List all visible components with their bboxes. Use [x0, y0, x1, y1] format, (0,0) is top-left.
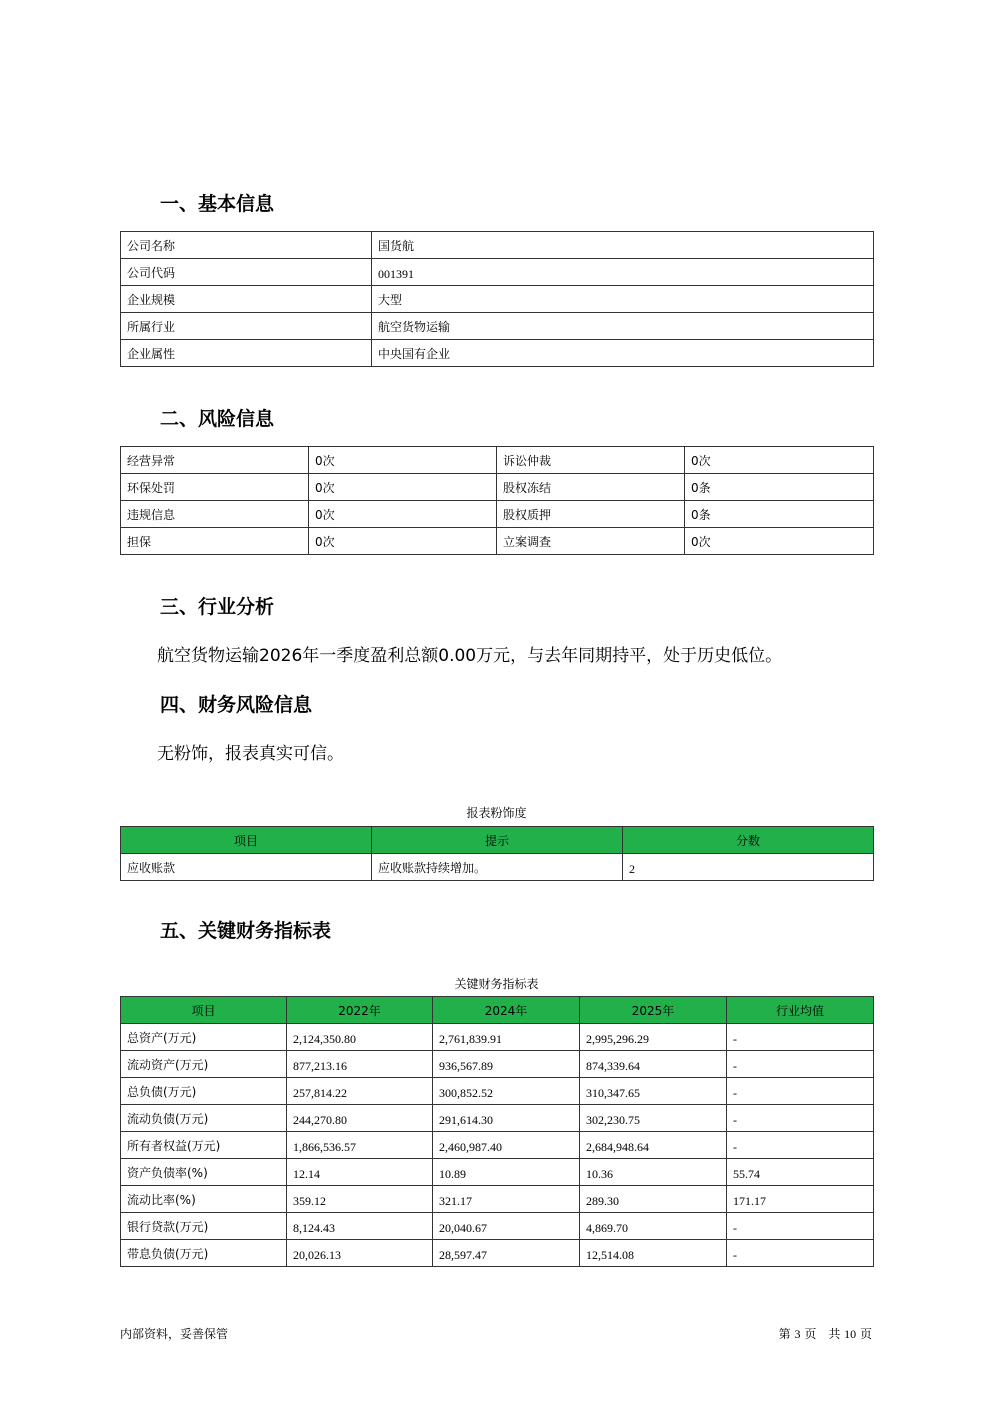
- indicator-industry-avg: -: [727, 1078, 874, 1105]
- indicator-industry-avg: 171.17: [727, 1186, 874, 1213]
- indicator-table-caption: 关键财务指标表: [454, 977, 539, 991]
- indicator-industry-avg: -: [727, 1240, 874, 1267]
- indicator-item: 带息负债(万元): [121, 1240, 287, 1267]
- indicator-value-2022: 257,814.22: [287, 1078, 433, 1105]
- indicator-value-2024: 291,614.30: [433, 1105, 580, 1132]
- indicator-item: 总负债(万元): [121, 1078, 287, 1105]
- basic-info-label: 公司名称: [121, 232, 372, 259]
- indicator-value-2024: 300,852.52: [433, 1078, 580, 1105]
- basic-info-label: 所属行业: [121, 313, 372, 340]
- risk-label: 经营异常: [121, 447, 309, 474]
- indicator-value-2025: 10.36: [580, 1159, 727, 1186]
- risk-info-table: [120, 446, 874, 555]
- risk-value: 0次: [685, 447, 874, 474]
- page-mid: 页 共: [804, 1327, 841, 1341]
- section-title-key-indicators: 五、关键财务指标表: [160, 920, 332, 942]
- indicator-value-2025: 2,684,948.64: [580, 1132, 727, 1159]
- indicator-value-2022: 8,124.43: [287, 1213, 433, 1240]
- table-row: [121, 1024, 874, 1051]
- table-row: [121, 259, 874, 286]
- risk-value: 0次: [309, 447, 497, 474]
- indicator-value-2022: 2,124,350.80: [287, 1024, 433, 1051]
- indicator-item: 流动资产(万元): [121, 1051, 287, 1078]
- indicator-value-2022: 359.12: [287, 1186, 433, 1213]
- table-row: [121, 1186, 874, 1213]
- risk-label: 股权冻结: [497, 474, 685, 501]
- basic-info-label: 企业规模: [121, 286, 372, 313]
- section-title-risk-info: 二、风险信息: [160, 408, 275, 430]
- indicator-header-2025: 2025年: [580, 997, 727, 1024]
- whitewash-item: 应收账款: [121, 854, 372, 881]
- table-row: [121, 854, 874, 881]
- indicator-item: 资产负债率(%): [121, 1159, 287, 1186]
- indicator-industry-avg: -: [727, 1213, 874, 1240]
- table-row: [121, 1051, 874, 1078]
- basic-info-label: 公司代码: [121, 259, 372, 286]
- table-row: [121, 1213, 874, 1240]
- indicator-value-2024: 936,567.89: [433, 1051, 580, 1078]
- indicator-item: 所有者权益(万元): [121, 1132, 287, 1159]
- indicator-industry-avg: -: [727, 1105, 874, 1132]
- risk-value: 0次: [309, 528, 497, 555]
- indicator-header-2024: 2024年: [433, 997, 580, 1024]
- indicator-value-2024: 321.17: [433, 1186, 580, 1213]
- indicator-value-2024: 28,597.47: [433, 1240, 580, 1267]
- risk-value: 0次: [685, 528, 874, 555]
- section-title-financial-risk: 四、财务风险信息: [160, 694, 313, 716]
- table-row: [121, 313, 874, 340]
- basic-info-value: 航空货物运输: [372, 313, 874, 340]
- page-prefix: 第: [778, 1327, 791, 1341]
- risk-label: 诉讼仲裁: [497, 447, 685, 474]
- basic-info-value: 中央国有企业: [372, 340, 874, 367]
- footer-confidential-note: 内部资料，妥善保管: [120, 1327, 229, 1341]
- indicator-value-2025: 289.30: [580, 1186, 727, 1213]
- basic-info-value: 001391: [372, 259, 874, 286]
- basic-info-table: [120, 231, 874, 367]
- indicator-value-2024: 2,761,839.91: [433, 1024, 580, 1051]
- indicator-item: 银行贷款(万元): [121, 1213, 287, 1240]
- risk-label: 担保: [121, 528, 309, 555]
- risk-value: 0条: [685, 501, 874, 528]
- indicator-value-2022: 1,866,536.57: [287, 1132, 433, 1159]
- financial-risk-text: 无粉饰，报表真实可信。: [157, 744, 344, 764]
- indicator-header-item: 项目: [121, 997, 287, 1024]
- indicator-table: [120, 996, 874, 1267]
- basic-info-label: 企业属性: [121, 340, 372, 367]
- indicator-item: 流动比率(%): [121, 1186, 287, 1213]
- indicator-value-2022: 877,213.16: [287, 1051, 433, 1078]
- indicator-value-2024: 2,460,987.40: [433, 1132, 580, 1159]
- indicator-value-2025: 302,230.75: [580, 1105, 727, 1132]
- table-row: [121, 1105, 874, 1132]
- page-total: 10: [844, 1327, 857, 1341]
- indicator-value-2025: 4,869.70: [580, 1213, 727, 1240]
- industry-analysis-text: 航空货物运输2026年一季度盈利总额0.00万元，与去年同期持平，处于历史低位。: [157, 646, 783, 666]
- table-row: [121, 340, 874, 367]
- indicator-value-2025: 874,339.64: [580, 1051, 727, 1078]
- whitewash-table: [120, 826, 874, 881]
- risk-value: 0次: [309, 501, 497, 528]
- page-current: 3: [794, 1327, 801, 1341]
- table-row: [121, 1240, 874, 1267]
- footer-page-number: [779, 1325, 872, 1342]
- risk-value: 0次: [309, 474, 497, 501]
- indicator-value-2022: 244,270.80: [287, 1105, 433, 1132]
- indicator-industry-avg: -: [727, 1051, 874, 1078]
- indicator-value-2025: 310,347.65: [580, 1078, 727, 1105]
- indicator-item: 流动负债(万元): [121, 1105, 287, 1132]
- indicator-value-2024: 20,040.67: [433, 1213, 580, 1240]
- table-row: [121, 286, 874, 313]
- section-title-industry-analysis: 三、行业分析: [160, 596, 275, 618]
- indicator-industry-avg: 55.74: [727, 1159, 874, 1186]
- table-row: [121, 1132, 874, 1159]
- basic-info-value: 大型: [372, 286, 874, 313]
- table-row: [121, 447, 874, 474]
- whitewash-table-caption: 报表粉饰度: [466, 806, 527, 820]
- whitewash-header-hint: 提示: [372, 827, 623, 854]
- indicator-industry-avg: -: [727, 1132, 874, 1159]
- indicator-industry-avg: -: [727, 1024, 874, 1051]
- risk-label: 股权质押: [497, 501, 685, 528]
- risk-value: 0条: [685, 474, 874, 501]
- indicator-value-2025: 12,514.08: [580, 1240, 727, 1267]
- indicator-value-2024: 10.89: [433, 1159, 580, 1186]
- risk-label: 立案调查: [497, 528, 685, 555]
- whitewash-score: 2: [623, 854, 874, 881]
- whitewash-hint: 应收账款持续增加。: [372, 854, 623, 881]
- risk-label: 环保处罚: [121, 474, 309, 501]
- whitewash-header-item: 项目: [121, 827, 372, 854]
- indicator-header-industry-avg: 行业均值: [727, 997, 874, 1024]
- table-row: [121, 501, 874, 528]
- indicator-value-2022: 12.14: [287, 1159, 433, 1186]
- page-suffix: 页: [859, 1327, 872, 1341]
- table-row: [121, 528, 874, 555]
- basic-info-value: 国货航: [372, 232, 874, 259]
- table-row: [121, 232, 874, 259]
- table-row: [121, 1159, 874, 1186]
- whitewash-header-score: 分数: [623, 827, 874, 854]
- indicator-value-2025: 2,995,296.29: [580, 1024, 727, 1051]
- section-title-basic-info: 一、基本信息: [160, 193, 275, 215]
- indicator-header-2022: 2022年: [287, 997, 433, 1024]
- indicator-value-2022: 20,026.13: [287, 1240, 433, 1267]
- table-row: [121, 474, 874, 501]
- table-row: [121, 1078, 874, 1105]
- risk-label: 违规信息: [121, 501, 309, 528]
- indicator-item: 总资产(万元): [121, 1024, 287, 1051]
